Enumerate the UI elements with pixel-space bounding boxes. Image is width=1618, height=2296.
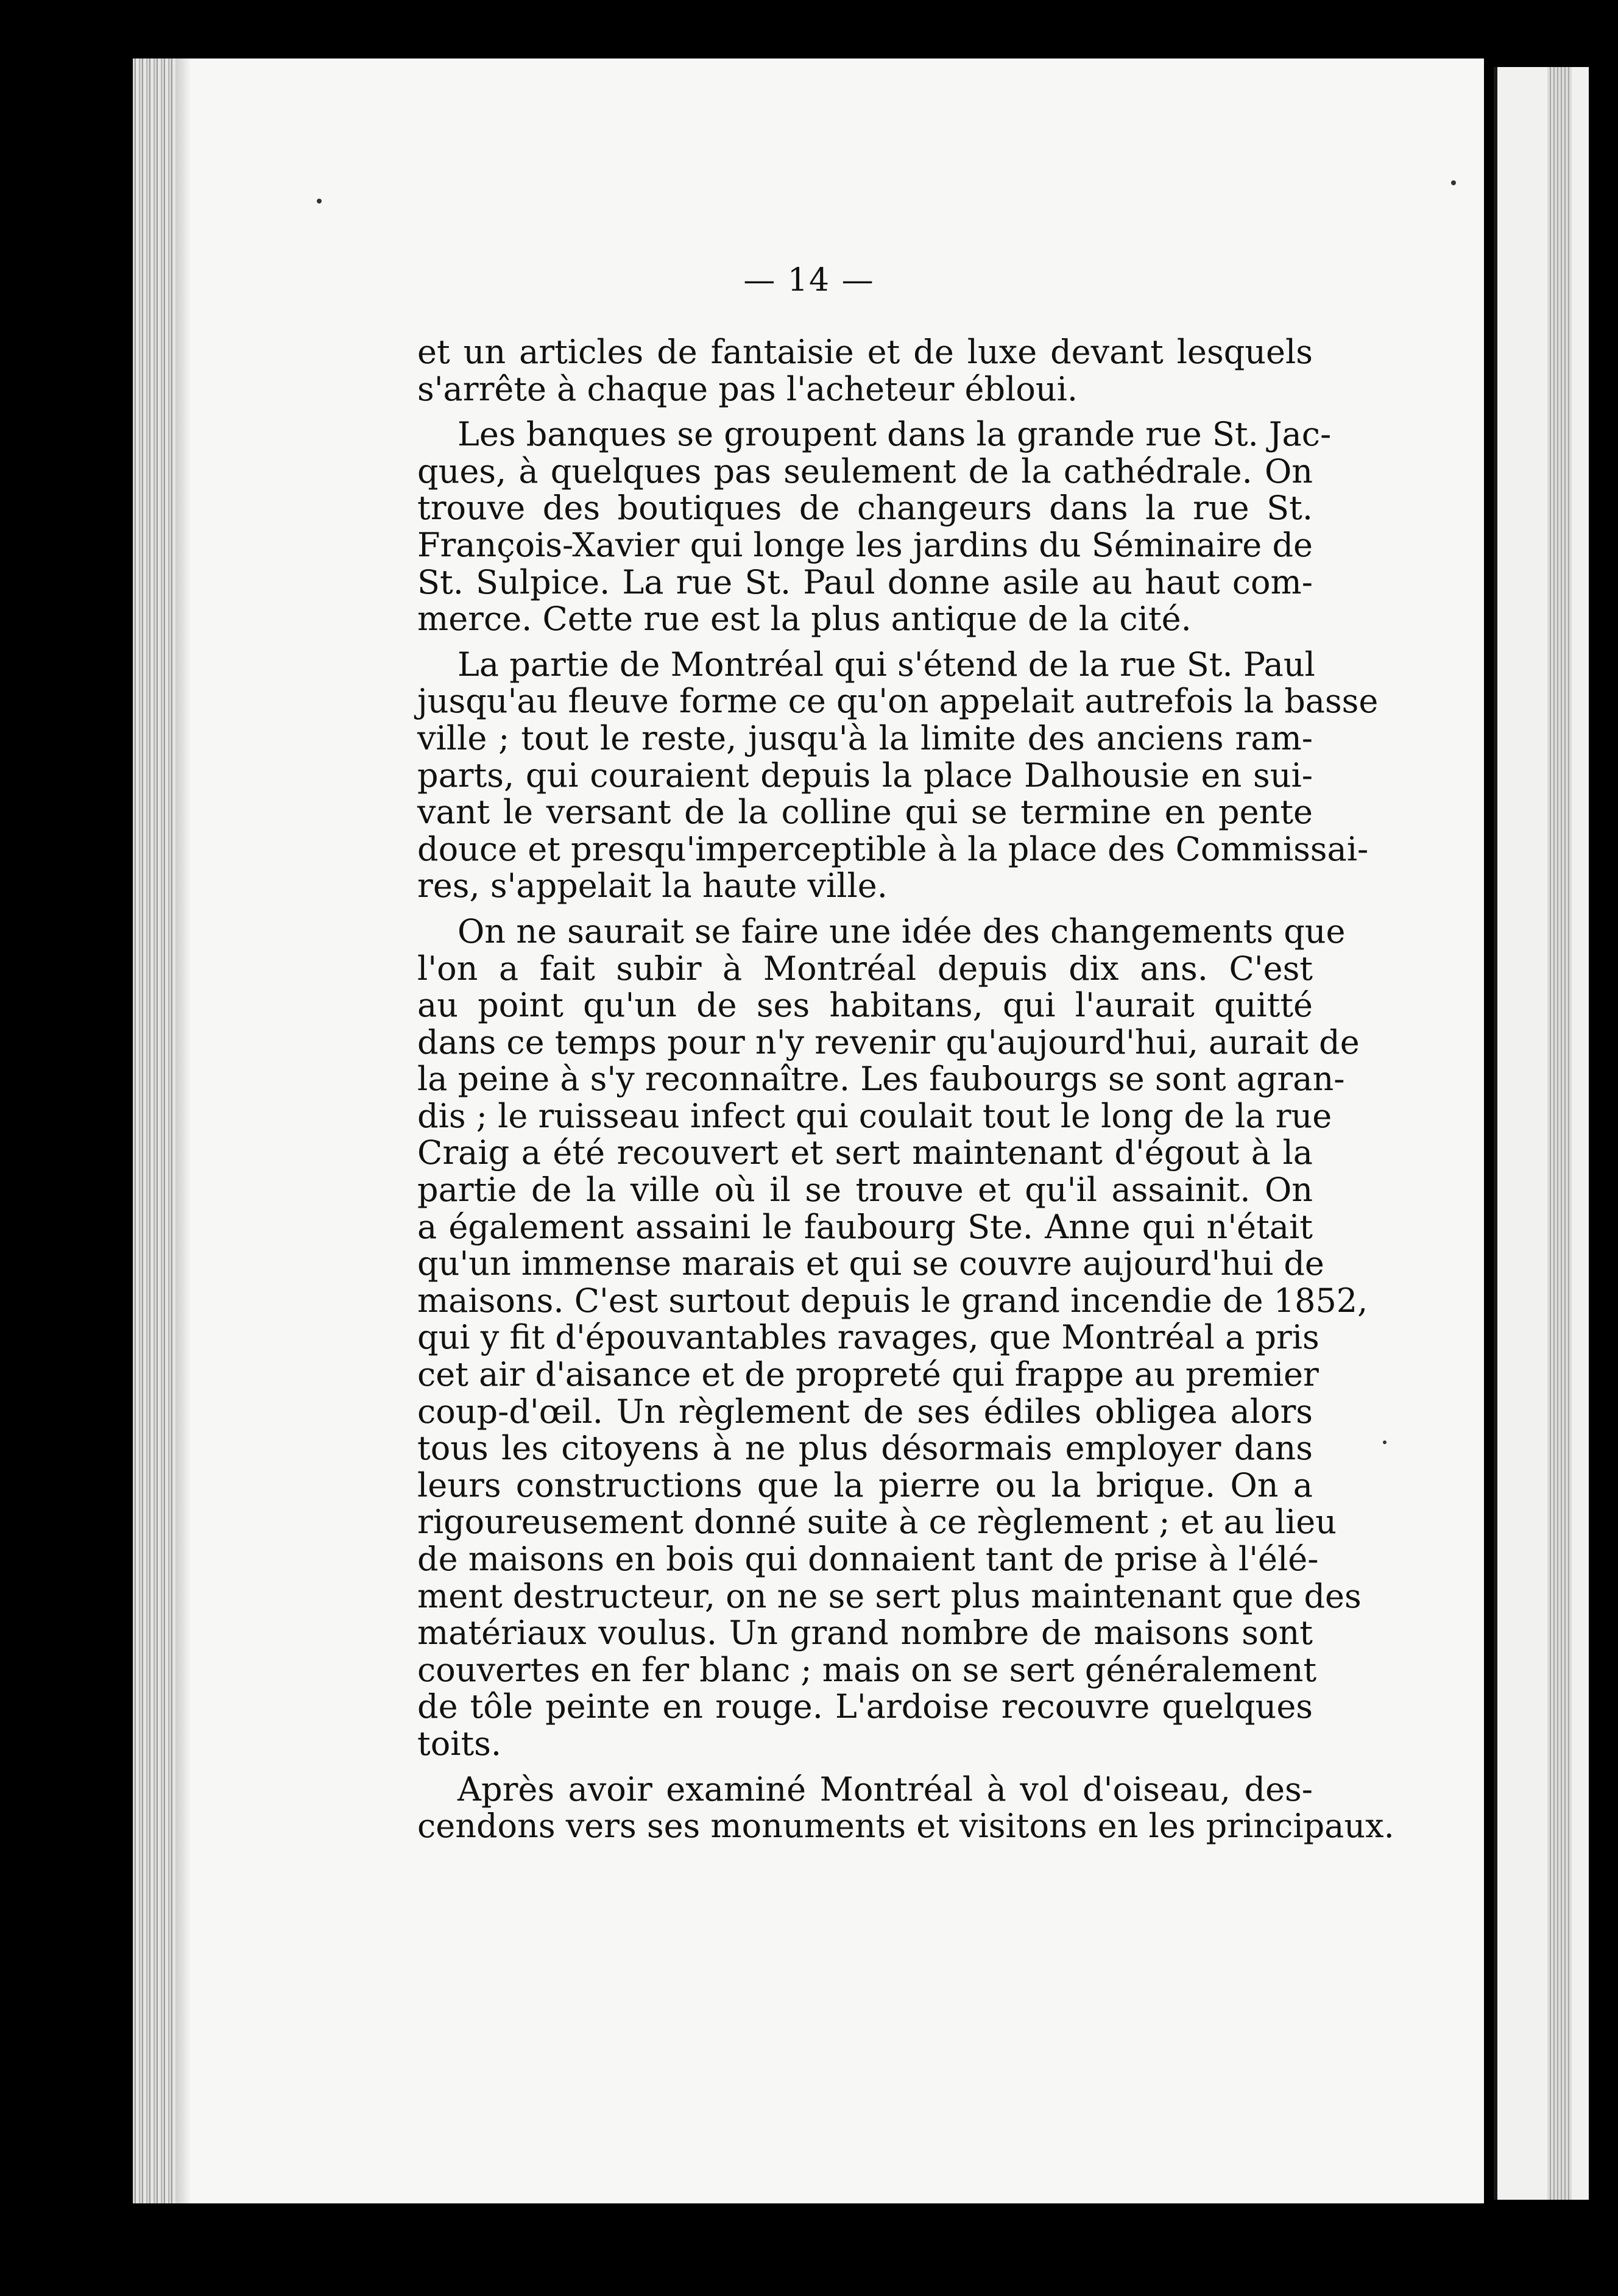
text-line: rigoureusement donné suite à ce règlement ; et au lieu <box>417 1503 1337 1542</box>
text-line: merce. Cette rue est la plus antique de la cité. <box>417 600 1192 639</box>
body-text <box>417 333 1394 1854</box>
text-line: dis ; le ruisseau infect qui coulait tout le long de la rue <box>417 1096 1332 1135</box>
text-line: a également assaini le faubourg Ste. Anne qui n'était <box>417 1207 1313 1246</box>
text-line: de maisons en bois qui donnaient tant de prise à l'élé- <box>417 1540 1319 1578</box>
paragraph <box>417 1770 1394 1846</box>
page-stack-edge <box>1547 67 1572 2200</box>
text-line: qui y fit d'épouvantables ravages, que Montréal a pris <box>417 1318 1319 1357</box>
text-line: ville ; tout le reste, jusqu'à la limite des anciens ram- <box>417 718 1313 757</box>
text-line: St. Sulpice. La rue St. Paul donne asile au haut com- <box>417 562 1313 601</box>
text-line: dans ce temps pour n'y revenir qu'aujourd'hui, aurait de <box>417 1022 1360 1061</box>
ink-speck <box>1451 180 1456 185</box>
text-line: Après avoir examiné Montréal à vol d'oiseau, des- <box>457 1770 1313 1809</box>
paragraph <box>417 415 1332 639</box>
text-line: cendons vers ses monuments et visitons en les principaux. <box>417 1807 1394 1846</box>
text-line: matériaux voulus. Un grand nombre de maisons sont <box>417 1614 1313 1653</box>
book-gutter <box>133 58 175 2203</box>
paragraph <box>417 334 1313 408</box>
text-line: qu'un immense marais et qui se couvre aujourd'hui de <box>417 1244 1324 1283</box>
text-line: La partie de Montréal qui s'étend de la rue St. Paul <box>457 645 1315 684</box>
text-line: trouve des boutiques de changeurs dans la rue St. <box>417 489 1313 528</box>
text-line: coup-d'œil. Un règlement de ses édiles obligea alors <box>417 1392 1313 1431</box>
text-line: maisons. C'est surtout depuis le grand incendie de 1852, <box>417 1281 1368 1320</box>
text-line: François-Xavier qui longe les jardins du Séminaire de <box>417 525 1313 564</box>
next-page-edge <box>1494 67 1589 2200</box>
text-line: partie de la ville où il se trouve et qu'il assainit. On <box>417 1171 1313 1210</box>
text-line: leurs constructions que la pierre ou la brique. On a <box>417 1465 1313 1504</box>
text-line: parts, qui couraient depuis la place Dalhousie en sui- <box>417 756 1313 795</box>
text-line: toits. <box>417 1724 502 1763</box>
paragraph <box>417 912 1368 1763</box>
text-line: couvertes en fer blanc ; mais on se sert généralement <box>417 1650 1317 1689</box>
text-line: cet air d'aisance et de propreté qui frappe au premier <box>417 1355 1319 1394</box>
text-line: Les banques se groupent dans la grande rue St. Jac- <box>457 415 1332 454</box>
text-line: s'arrête à chaque pas l'acheteur ébloui. <box>417 369 1078 408</box>
text-line: res, s'appelait la haute ville. <box>417 866 888 905</box>
ink-speck <box>317 199 322 204</box>
text-line: ques, à quelques pas seulement de la cathédrale. On <box>417 452 1313 491</box>
text-line: douce et presqu'imperceptible à la place des Commissai- <box>417 829 1369 868</box>
text-line: ment destructeur, on ne se sert plus maintenant que des <box>417 1576 1362 1615</box>
paragraph <box>417 645 1379 905</box>
text-line: de tôle peinte en rouge. L'ardoise recouvre quelques <box>417 1687 1313 1726</box>
text-line: l'on a fait subir à Montréal depuis dix ans. C'est <box>417 949 1313 988</box>
text-line: au point qu'un de ses habitans, qui l'aurait quitté <box>417 986 1313 1025</box>
text-line: Craig a été recouvert et sert maintenant d'égout à la <box>417 1133 1313 1172</box>
text-line: vant le versant de la colline qui se termine en pente <box>417 793 1313 832</box>
page-number: — 14 — <box>743 262 875 299</box>
text-line: la peine à s'y reconnaître. Les faubourgs se sont agran- <box>417 1060 1345 1099</box>
text-line: et un articles de fantaisie et de luxe devant lesquels <box>417 333 1313 371</box>
ink-speck <box>1383 1440 1387 1444</box>
gutter-shadow <box>175 58 191 2203</box>
text-line: On ne saurait se faire une idée des changements que <box>457 912 1346 951</box>
text-line: tous les citoyens à ne plus désormais employer dans <box>417 1429 1313 1468</box>
text-line: jusqu'au fleuve forme ce qu'on appelait autrefois la basse <box>417 682 1379 721</box>
